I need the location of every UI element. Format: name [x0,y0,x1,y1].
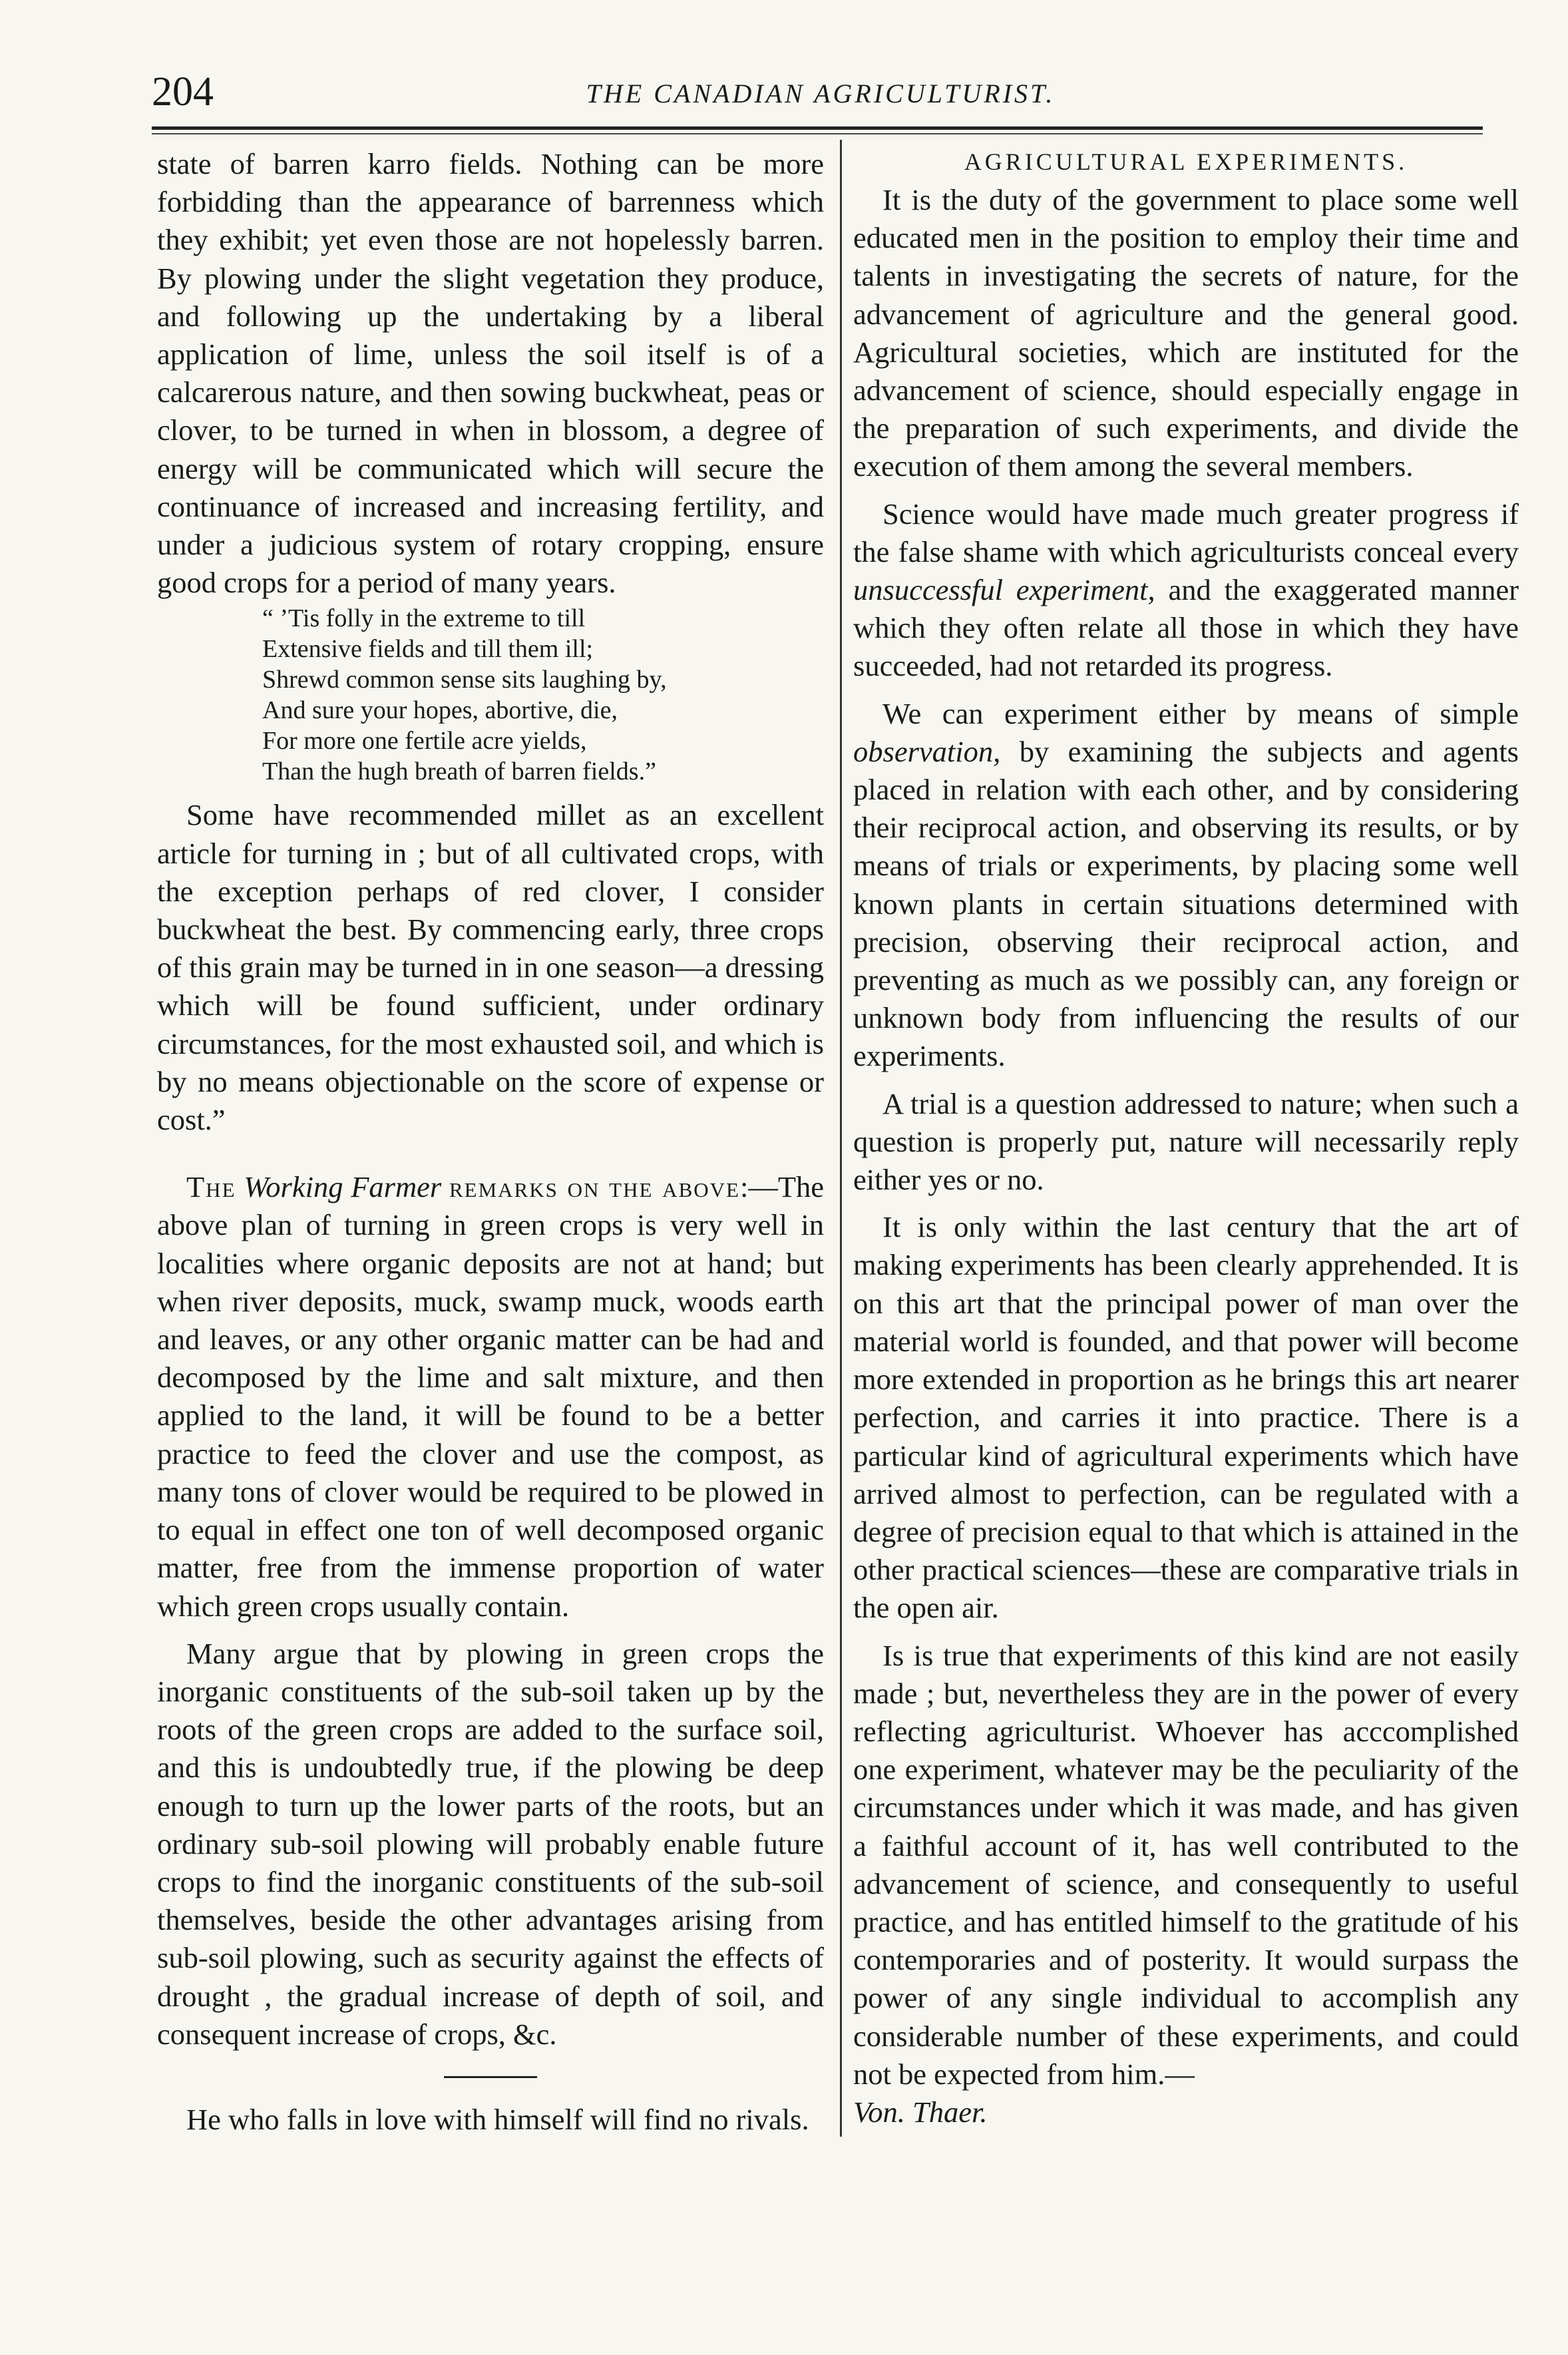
lead-remarks: remarks on the above [449,1170,740,1204]
signature: Von. Thaer. [853,2095,988,2129]
paragraph [853,695,1519,1076]
column-divider [840,140,842,2137]
header-rule [152,126,1483,130]
text-run: by examining the subjects and agents placed in relation with each other, and by considering their reciprocal action, and observing its results, or by means of trials or experiments, by placing some well known plants in certain situations determined with precision, observing their reciprocal action, and preventing as much as we possibly can, any foreign or unknown body from influencing the results of our experiments. [853,734,1519,1073]
paragraph: Is is true that experiments of this kind are not easily made ; but, nevertheless they are in the power of every reflecting agriculturist. Whoever has acccomplished one experiment, whatever may be the peculiarity of the circumstances under which it was made, and has given a faithful account of it, has well contributed to the advancement of science, and consequently to useful practice, and has entitled himself to the gratitude of his contemporaries and of posterity. It would surpass the power of any single individual to accomplish any considerable number of these experiments, and could not be expected from him.— [853,1638,1519,2091]
running-title: THE CANADIAN AGRICULTURIST. [586,79,1056,108]
paragraph: Many argue that by plowing in green crops the inorganic constituents of the sub-soil taken up by the roots of the green crops are added to the surface soil, and this is undoubtedly true, if the plowing be deep enough to turn up the lower parts of the roots, but an ordinary sub-soil plowing will probably enable future crops to find the inorganic constituents of the sub-soil themselves, beside the other advantages arising from sub-soil plowing, such as security against the effects of drought , the gradual increase of depth of soil, and consequent increase of crops, &c. [157,1636,824,2051]
poem-line: “ ’Tis folly in the extreme to till [262,604,586,633]
left-column [157,145,824,2139]
section-heading: AGRICULTURAL EXPERIMENTS. [964,148,1408,175]
paragraph: Some have recommended millet as an excellent article for turning in ; but of all cultivated crops, with the exception perhaps of red clover, I consider buckwheat the best. By commencing early, three crops of this grain may be turned in in one season—a dressing which will be found sufficient, under ordinary circumstances, for the most exhausted soil, and which is by no means objectionable on the score of expense or cost.” [157,798,824,1137]
paragraph [853,495,1519,686]
header-rule-thin [152,133,1483,134]
emphasis: unsuccessful experiment, [853,573,1155,607]
emphasis: observation, [853,734,1001,768]
section-rule [444,2076,537,2078]
poem-line: Extensive fields and till them ill; [262,635,594,664]
paragraph-body: :—The above plan of turning in green crops is very well in localities where organic deposits are not at hand; but when river deposits, muck, swamp muck, woods earth and leaves, or any other organic matter can be had and decomposed by the lime and salt mixture, and then applied to the land, it will be found to be a better practice to feed the clover and use the compost, as many tons of clover would be required to be plowed in to equal in effect one ton of well decomposed organic matter, free from the immense proportion of water which green crops usually contain. [157,1170,825,1623]
publication-title: Working Farmer [244,1170,442,1204]
poem-line: Shrewd common sense sits laughing by, [262,666,667,694]
paragraph-aphorism: He who falls in love with himself will find no rivals. [186,2102,809,2136]
poem-line: And sure your hopes, abortive, die, [262,696,618,725]
lead-the: The [186,1170,236,1204]
paragraph: state of barren karro fields. Nothing can be more forbidding than the appearance of barrenness which they exhibit; yet even those are not hopelessly barren. By plowing under the slight vegetation they produce, and following up the undertaking by a liberal application of lime, unless the soil itself is of a calcarerous nature, and then sowing buckwheat, peas or clover, to be turned in when in blossom, a degree of energy will be communicated which will secure the continuance of increased and increasing fertility, and under a judicious system of rotary cropping, ensure good crops for a period of many years. [157,147,824,600]
page-header [152,65,1489,118]
poem-line: For more one fertile acre yields, [262,727,587,755]
page-number: 204 [152,69,214,114]
poem-quote [262,603,824,787]
poem-line: Than the hugh breath of barren fields.” [262,757,656,786]
paragraph-working-farmer [157,1168,824,1625]
paragraph: It is the duty of the government to place some well educated men in the position to employ their time and talents in investigating the secrets of nature, for the advancement of agriculture and the general good. Agricultural societies, which are instituted for the advancement of science, should especially engage in the preparation of such experiments, and divide the execution of them among the several members. [853,183,1519,483]
text-run: and the exaggerated manner which they often relate all those in which they have succeeded, had not retarded its progress. [853,573,1519,683]
paragraph: A trial is a question addressed to nature; when such a question is properly put, nature will necessarily reply either yes or no. [853,1086,1519,1197]
text-run: Science would have made much greater progress if the false shame with which agriculturists conceal every [853,497,1519,568]
right-column [853,145,1519,2131]
paragraph: It is only within the last century that the art of making experiments has been clearly apprehended. It is on this art that the principal power of man over the material world is founded, and that power will become more extended in proportion as he brings this art nearer perfection, and carries it into practice. There is a particular kind of agricultural experiments which have arrived almost to perfection, can be regulated with a degree of precision equal to that which is attained in the other practical sciences—these are comparative trials in the open air. [853,1210,1519,1625]
text-run: We can experiment either by means of simple [882,696,1519,730]
